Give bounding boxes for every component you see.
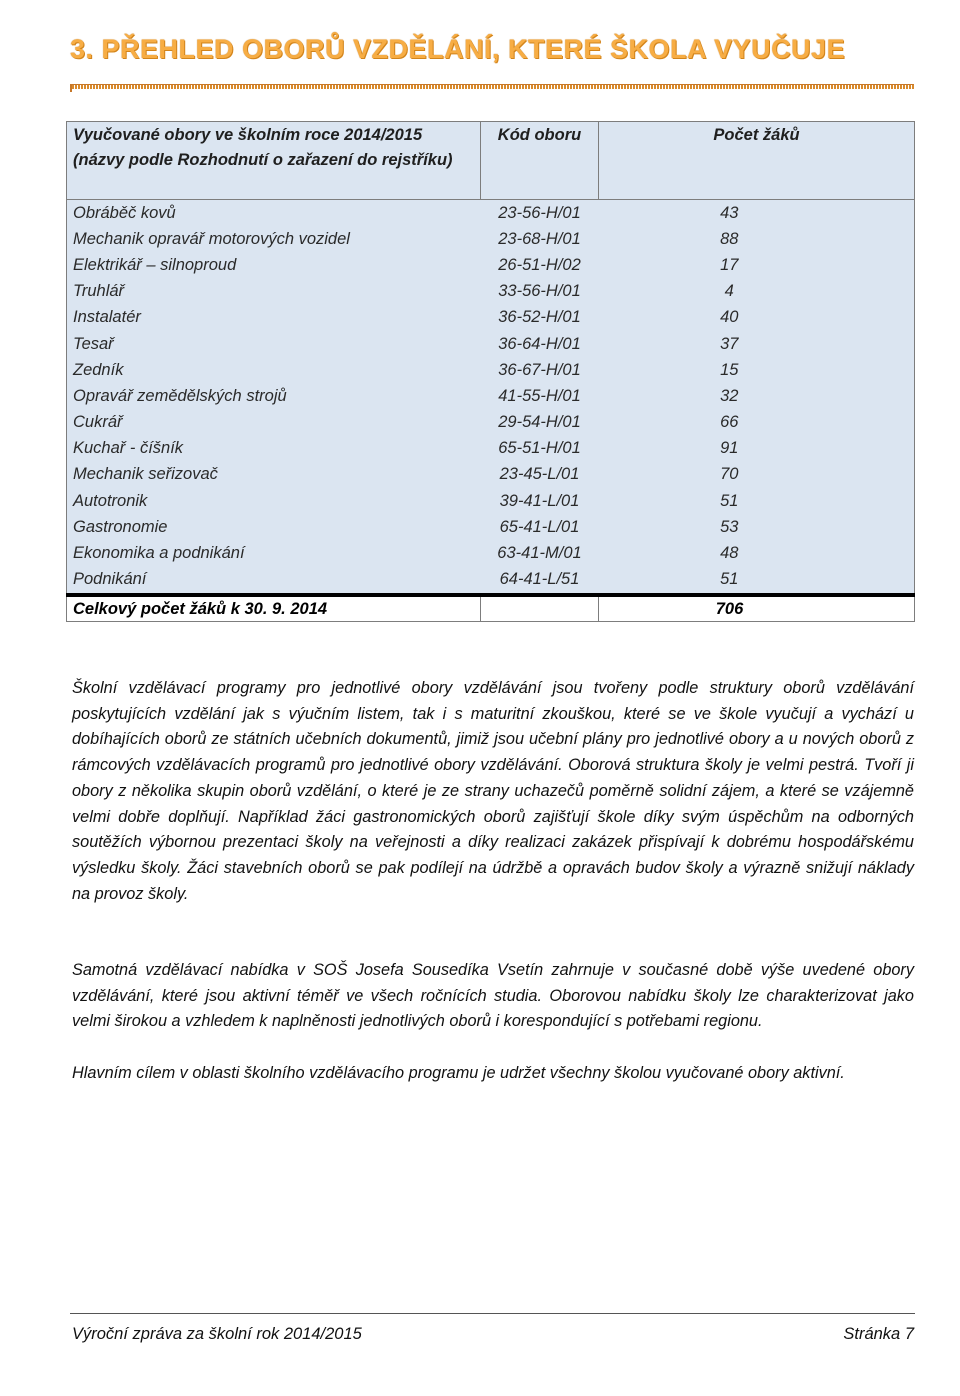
field-name-cell: Obráběč kovů: [67, 200, 481, 227]
field-code-cell: 23-45-L/01: [481, 462, 599, 488]
table-row: [67, 514, 915, 540]
field-code-cell: 64-41-L/51: [481, 567, 599, 595]
student-count-cell: 66: [599, 410, 915, 436]
header-field-name: Vyučované obory ve školním roce 2014/2015 (názvy podle Rozhodnutí o zařazení do rejstříku): [67, 122, 481, 200]
footer-report-title: Výroční zpráva za školní rok 2014/2015: [72, 1325, 362, 1343]
table-row: [67, 331, 915, 357]
table-row: [67, 436, 915, 462]
table-row: [67, 305, 915, 331]
field-name-cell: Mechanik opravář motorových vozidel: [67, 226, 481, 252]
field-name-cell: Mechanik seřizovač: [67, 462, 481, 488]
header-student-count: Počet žáků: [599, 122, 915, 200]
title-underline: [72, 84, 914, 89]
field-name-cell: Instalatér: [67, 305, 481, 331]
student-count-cell: 17: [599, 252, 915, 278]
student-count-cell: 51: [599, 488, 915, 514]
student-count-cell: 91: [599, 436, 915, 462]
field-name-cell: Kuchař - číšník: [67, 436, 481, 462]
field-code-cell: 36-52-H/01: [481, 305, 599, 331]
field-name-cell: Truhlář: [67, 279, 481, 305]
table-total-row: [67, 595, 915, 622]
paragraph-offer: Samotná vzdělávací nabídka v SOŠ Josefa Sousedíka Vsetín zahrnuje v současné době výše uvedené obory vzdělávání, které jsou aktivní téměř ve všech ročnících studia. Oborovou nabídku školy lze charakterizovat jako velmi širokou a vzhledem k naplněnosti jednotlivých oborů i korespondující s potřebami regionu.: [72, 961, 914, 1031]
field-name-cell: Gastronomie: [67, 514, 481, 540]
table-row: [67, 410, 915, 436]
table-header-row: [67, 122, 915, 200]
field-code-cell: 65-41-L/01: [481, 514, 599, 540]
student-count-cell: 70: [599, 462, 915, 488]
student-count-cell: 15: [599, 357, 915, 383]
table-row: [67, 567, 915, 595]
field-code-cell: 36-67-H/01: [481, 357, 599, 383]
table-row: [67, 226, 915, 252]
footer-page-number: Stránka 7: [843, 1325, 914, 1343]
paragraph-programs: Školní vzdělávací programy pro jednotlivé obory vzdělávání jsou tvořeny podle struktury oborů vzdělávání poskytujících vzdělání jak s výučním listem, tak i s maturitní zkouškou, které se ve škole vyučují a vychází u dobíhajících oborů ze státních učebních dokumentů, jimiž jsou učební plány pro jednotlivé obory a u nových oborů z rámcových vzdělávacích programů pro jednotlivé obory vzdělávání. Oborová struktura školy je velmi pestrá. Tvoří ji obory z několika skupin oborů vzdělání, o které je ze strany uchazečů poměrně solidní zájem, a které se vzájemně velmi dobře doplňují. Například žáci gastronomických oborů zajišťují škole díky svým úspěchům na odborných soutěžích výbornou prezentaci školy na veřejnosti a díky realizaci zakázek přispívají k dobrému hospodářskému výsledku školy. Žáci stavebních oborů se pak podílejí na údržbě a opravách budov školy a výrazně snižují náklady na provoz školy.: [72, 679, 914, 903]
field-code-cell: 39-41-L/01: [481, 488, 599, 514]
student-count-cell: 48: [599, 540, 915, 566]
student-count-cell: 53: [599, 514, 915, 540]
field-code-cell: 41-55-H/01: [481, 383, 599, 409]
student-count-cell: 32: [599, 383, 915, 409]
field-code-cell: 63-41-M/01: [481, 540, 599, 566]
table-row: [67, 462, 915, 488]
field-name-cell: Tesař: [67, 331, 481, 357]
table-row: [67, 357, 915, 383]
total-label-cell: Celkový počet žáků k 30. 9. 2014: [67, 595, 481, 622]
student-count-cell: 88: [599, 226, 915, 252]
page-title: 3. PŘEHLED OBORŮ VZDĚLÁNÍ, KTERÉ ŠKOLA VYUČUJE: [70, 34, 846, 64]
field-name-cell: Podnikání: [67, 567, 481, 595]
total-empty-cell: [481, 595, 599, 622]
table-row: [67, 488, 915, 514]
paragraph-goal: Hlavním cílem v oblasti školního vzdělávacího programu je udržet všechny školou vyučované obory aktivní.: [72, 1064, 845, 1082]
header-field-code: Kód oboru: [481, 122, 599, 200]
student-count-cell: 51: [599, 567, 915, 595]
student-count-cell: 43: [599, 200, 915, 227]
table-row: [67, 540, 915, 566]
field-name-cell: Ekonomika a podnikání: [67, 540, 481, 566]
field-name-cell: Cukrář: [67, 410, 481, 436]
total-value-cell: 706: [599, 595, 915, 622]
field-name-cell: Elektrikář – silnoproud: [67, 252, 481, 278]
fields-of-study-table: [66, 121, 915, 622]
field-code-cell: 23-68-H/01: [481, 226, 599, 252]
table-row: [67, 200, 915, 227]
table-row: [67, 252, 915, 278]
field-name-cell: Zedník: [67, 357, 481, 383]
table-row: [67, 383, 915, 409]
field-name-cell: Autotronik: [67, 488, 481, 514]
field-name-cell: Opravář zemědělských strojů: [67, 383, 481, 409]
student-count-cell: 40: [599, 305, 915, 331]
field-code-cell: 36-64-H/01: [481, 331, 599, 357]
field-code-cell: 26-51-H/02: [481, 252, 599, 278]
field-code-cell: 65-51-H/01: [481, 436, 599, 462]
field-code-cell: 23-56-H/01: [481, 200, 599, 227]
table-row: [67, 279, 915, 305]
field-code-cell: 29-54-H/01: [481, 410, 599, 436]
footer-divider: [70, 1313, 915, 1314]
student-count-cell: 37: [599, 331, 915, 357]
student-count-cell: 4: [599, 279, 915, 305]
field-code-cell: 33-56-H/01: [481, 279, 599, 305]
